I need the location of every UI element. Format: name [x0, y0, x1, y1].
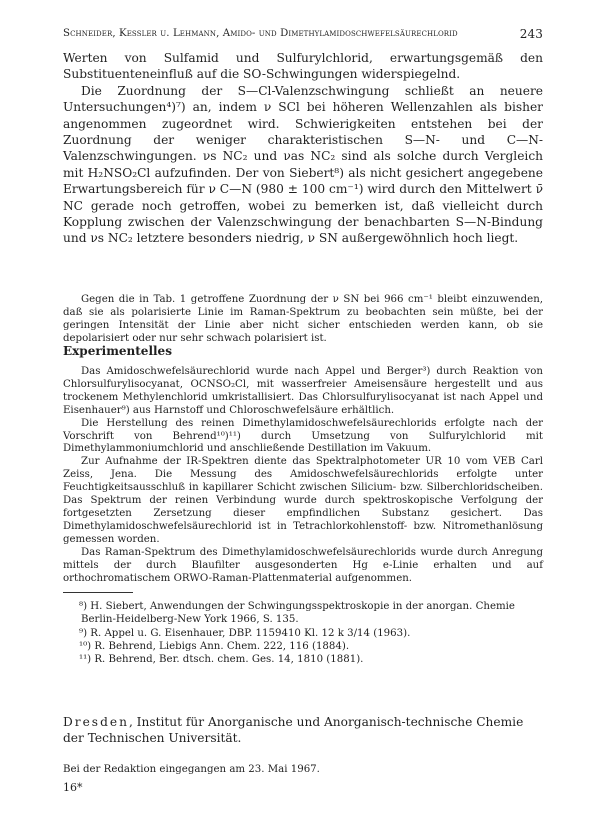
- remark-paragraph: Gegen die in Tab. 1 getroffene Zuordnung der ν SN bei 966 cm⁻¹ bleibt einzuwenden, daß sie als polarisierte Linie im Raman-Spektrum zu beobachten sein müßte, bei der geringen Intensität der Linie aber nicht sicher entschieden werden kann, ob sie depolarisiert oder nur sehr schwach polarisiert ist.: [63, 294, 543, 344]
- footnote-9: ⁹) R. Appel u. G. Eisenhauer, DBP. 1159410 Kl. 12 k 3/14 (1963).: [79, 627, 411, 639]
- footnote-divider: [63, 592, 133, 593]
- experimental-paragraph-2: Die Herstellung des reinen Dimethylamidoschwefelsäurechlorids erfolgte nach der Vorschrift von Behrend¹⁰)¹¹) durch Umsetzung von Sulfurylchlorid mit Dimethylammoniumchlorid und anschließende Destillation im Vakuum.: [63, 417, 543, 455]
- experimental-paragraph-1: Das Amidoschwefelsäurechlorid wurde nach Appel und Berger³) durch Reaktion von Chlorsulfurylisocyanat, OCNSO₂Cl, mit wasserfreier Ameisensäure hergestellt und aus trockenem Methylenchlorid umkristallisiert. Das Chlorsulfurylisocyanat ist nach Appel und Eisenhauer⁹) aus Harnstoff und Chloroschwefelsäure erhältlich.: [63, 366, 543, 416]
- page-number: 243: [519, 27, 543, 41]
- footnotes: [63, 600, 543, 666]
- body-paragraph-1: Werten von Sulfamid und Sulfurylchlorid, erwartungsgemäß den Substituenteneinfluß auf die SO-Schwingungen widerspiegelnd.: [63, 51, 543, 82]
- experimental-paragraph-3: Zur Aufnahme der IR-Spektren diente das Spektralphotometer UR 10 vom VEB Carl Zeiss, Jena. Die Messung des Amidoschwefelsäurechlorids erfolgte unter Feuchtigkeitsausschluß in kapillarer Schicht zwischen Silicium- bzw. Silberchloridscheiben. Das Spektrum der reinen Verbindung wurde durch spektroskopische Verfolgung der fortgesetzten Zersetzung dieser empfindlichen Substanz gesichert. Das Dimethylamidoschwefelsäurechlorid ist in Tetrachlorkohlenstoff- bzw. Nitromethanlösung gemessen worden.: [63, 456, 543, 545]
- received-date: Bei der Redaktion eingegangen am 23. Mai 1967.: [63, 764, 320, 775]
- body-paragraph-2: Die Zuordnung der S—Cl-Valenzschwingung schließt an neuere Untersuchungen⁴)⁷) an, indem ν SCl bei höheren Wellenzahlen als bisher angenommen zugeordnet wird. Schwierigkeiten entstehen bei der Zuordnung der weniger charakteristischen S—N- und C—N-Valenzschwingungen. νs NC₂ und νas NC₂ sind als solche durch Vergleich mit H₂NSO₂Cl aufzufinden. Der von Siebert⁸) als nicht gesichert angegebene Erwartungsbereich für ν C—N (980 ± 100 cm⁻¹) wird durch den Mittelwert ν̄ NC gerade noch getroffen, wobei zu bemerken ist, daß vielleicht durch Kopplung zwischen der Valenzschwingung der benachbarten S—N-Bindung und νs NC₂ letztere besonders niedrig, ν SN außergewöhnlich hoch liegt.: [63, 83, 543, 246]
- experimental-paragraph-4: Das Raman-Spektrum des Dimethylamidoschwefelsäurechlorids wurde durch Anregung mittels der durch Blaufilter ausgesonderten Hg e-Linie erhalten und auf orthochromatischem ORWO-Raman-Plattenmaterial aufgenommen.: [63, 546, 543, 584]
- experimental-section: [63, 366, 543, 585]
- footnote-10: ¹⁰) R. Behrend, Liebigs Ann. Chem. 222, 116 (1884).: [79, 640, 350, 652]
- signature-mark: 16*: [63, 781, 83, 794]
- footnote-8: ⁸) H. Siebert, Anwendungen der Schwingungsspektroskopie in der anorgan. Chemie Berlin-Heidelberg-New York 1966, S. 135.: [79, 601, 515, 626]
- affiliation-city: Dresden: [63, 715, 129, 729]
- footnote-11: ¹¹) R. Behrend, Ber. dtsch. chem. Ges. 14, 1810 (1881).: [79, 654, 364, 666]
- section-heading-experimental: Experimentelles: [63, 344, 172, 358]
- author-affiliation: [63, 714, 543, 747]
- body-text: [63, 50, 543, 247]
- affiliation-institute: , Institut für Anorganische und Anorganisch-technische Chemie der Technischen Universität.: [63, 715, 524, 746]
- running-header: [63, 28, 543, 39]
- running-title: Schneider, Kessler u. Lehmann, Amido- und Dimethylamidoschwefelsäurechlorid: [63, 28, 458, 39]
